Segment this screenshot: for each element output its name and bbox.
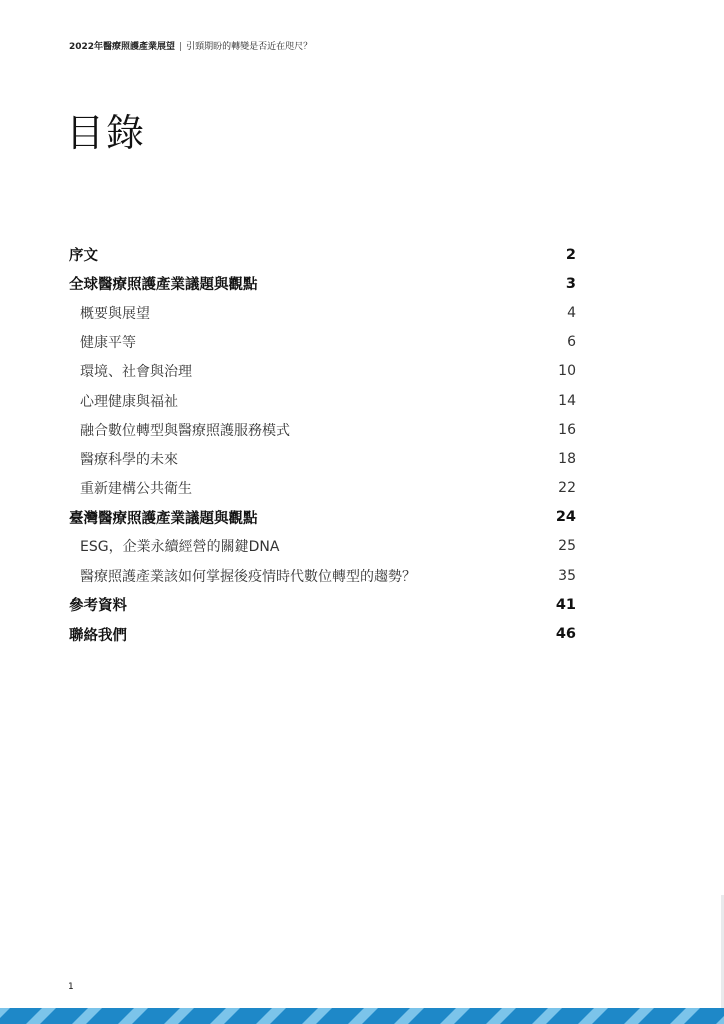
- toc-entry[interactable]: [69, 386, 576, 415]
- toc-entry-page: 4: [567, 304, 576, 321]
- header-separator: |: [179, 42, 183, 52]
- toc-entry-label: 健康平等: [80, 335, 136, 352]
- toc-entry-label: 參考資料: [69, 598, 127, 615]
- toc-entry-label: 融合數位轉型與醫療照護服務模式: [80, 422, 290, 439]
- stripe-pattern: [0, 1008, 724, 1024]
- toc-entry-page: 18: [558, 450, 576, 467]
- toc-entry-page: 3: [565, 275, 576, 292]
- toc-entry-label: 心理健康與福祉: [80, 393, 178, 410]
- toc-entry[interactable]: [69, 619, 576, 648]
- toc-entry-page: 14: [558, 392, 576, 409]
- report-title: 2022年醫療照護產業展望: [69, 42, 176, 52]
- toc-entry-page: 25: [558, 538, 576, 555]
- toc-entry-label: 醫療照護產業該如何掌握後疫情時代數位轉型的趨勢？: [80, 568, 416, 585]
- table-of-contents: [69, 240, 576, 649]
- toc-entry-label: 環境、社會與治理: [80, 364, 192, 381]
- toc-entry[interactable]: [69, 503, 576, 532]
- toc-entry-page: 46: [555, 626, 576, 643]
- toc-entry[interactable]: [69, 532, 576, 561]
- toc-entry-label: 序文: [69, 248, 98, 265]
- toc-entry[interactable]: [69, 561, 576, 590]
- toc-entry-page: 35: [558, 567, 576, 584]
- toc-entry-label: 臺灣醫療照護產業議題與觀點: [69, 510, 258, 527]
- toc-entry-page: 41: [555, 596, 576, 613]
- toc-entry[interactable]: [69, 269, 576, 298]
- toc-entry-label: 聯絡我們: [69, 627, 127, 644]
- toc-entry-label: ESG，企業永續經營的關鍵DNA: [80, 539, 280, 556]
- toc-entry-page: 2: [565, 246, 576, 263]
- toc-entry[interactable]: [69, 328, 576, 357]
- toc-entry-label: 重新建構公共衛生: [80, 481, 192, 498]
- toc-entry-page: 22: [558, 480, 576, 497]
- footer-page-number: 1: [68, 982, 74, 992]
- running-header: [69, 39, 312, 52]
- footer-stripe-band: [0, 1008, 724, 1024]
- page-title: 目錄: [66, 111, 147, 155]
- toc-entry-label: 全球醫療照護產業議題與觀點: [69, 277, 258, 294]
- toc-entry[interactable]: [69, 298, 576, 327]
- report-subtitle: 引頸期盼的轉變是否近在咫尺？: [186, 42, 313, 52]
- toc-entry-page: 24: [555, 509, 576, 526]
- toc-entry[interactable]: [69, 444, 576, 473]
- toc-entry-label: 醫療科學的未來: [80, 451, 178, 468]
- toc-entry[interactable]: [69, 240, 576, 269]
- toc-entry-label: 概要與展望: [80, 305, 150, 322]
- toc-entry[interactable]: [69, 590, 576, 619]
- toc-entry[interactable]: [69, 357, 576, 386]
- toc-entry[interactable]: [69, 415, 576, 444]
- toc-entry[interactable]: [69, 474, 576, 503]
- toc-entry-page: 10: [558, 363, 576, 380]
- toc-entry-page: 16: [558, 421, 576, 438]
- toc-entry-page: 6: [567, 334, 576, 351]
